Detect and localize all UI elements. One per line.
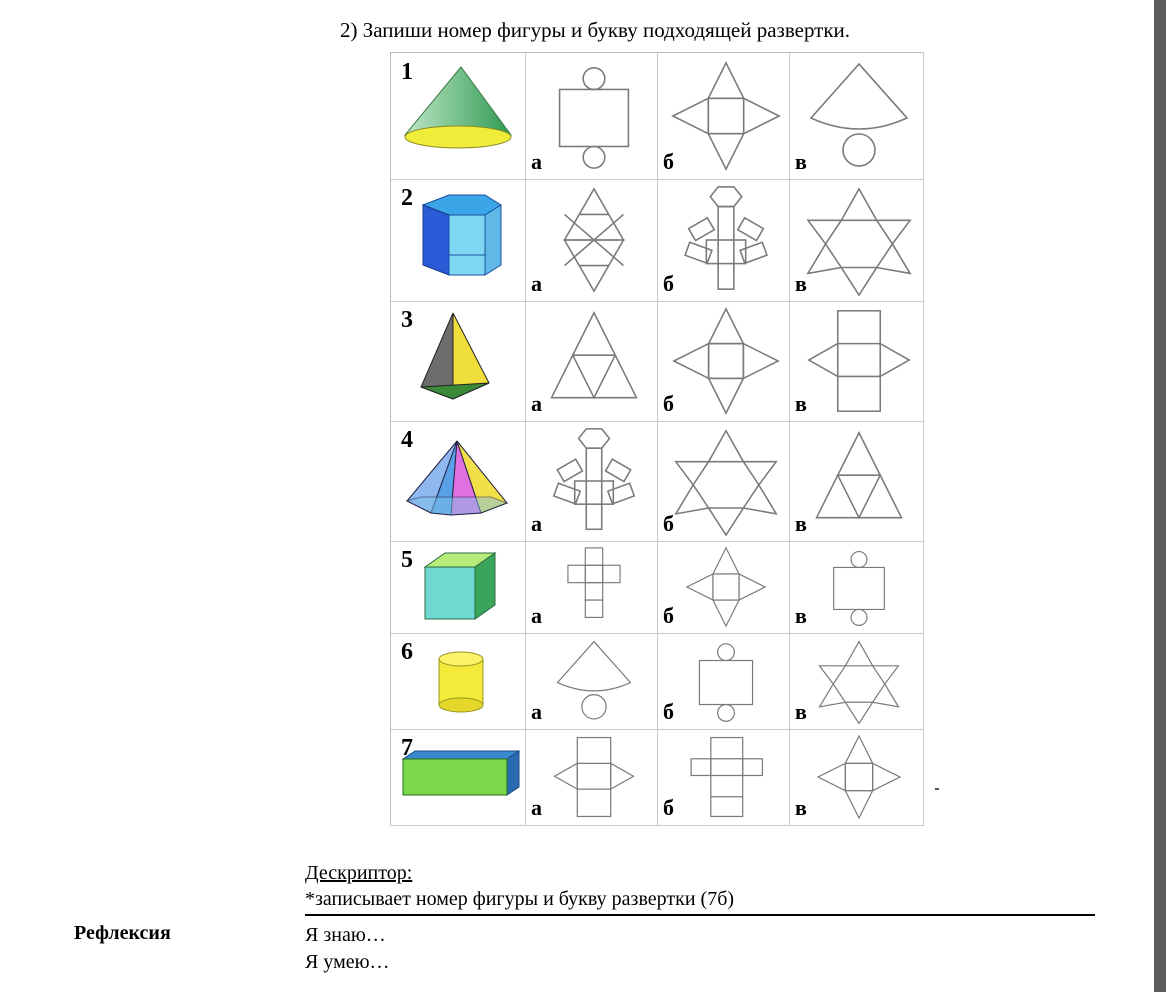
shape-number: 4 bbox=[401, 427, 413, 453]
page-edge-bar bbox=[1154, 0, 1166, 992]
triangular-prism-net-image bbox=[535, 733, 653, 821]
net-letter: б bbox=[663, 699, 674, 724]
table-row bbox=[391, 729, 923, 826]
shape-number: 5 bbox=[401, 547, 413, 573]
shapes-table bbox=[390, 52, 924, 826]
table-row bbox=[391, 179, 923, 302]
net-cell bbox=[525, 541, 658, 633]
stray-mark bbox=[935, 788, 939, 790]
net-cell bbox=[657, 541, 790, 633]
square-pyramid-net-image bbox=[667, 305, 785, 417]
hexagonal-prism-net-image bbox=[535, 425, 653, 537]
net-letter: б bbox=[663, 511, 674, 536]
hexagram-net-image bbox=[667, 425, 785, 537]
net-letter: в bbox=[795, 149, 807, 174]
net-cell bbox=[525, 633, 658, 729]
net-letter: в bbox=[795, 699, 807, 724]
net-cell bbox=[525, 421, 658, 541]
solid-cell bbox=[391, 633, 526, 729]
solid-cell bbox=[391, 179, 526, 301]
table-row bbox=[391, 541, 923, 634]
net-letter: в bbox=[795, 271, 807, 296]
table-row bbox=[391, 633, 923, 730]
net-cell bbox=[789, 729, 924, 825]
net-cell bbox=[657, 179, 790, 301]
net-letter: в bbox=[795, 511, 807, 536]
net-letter: а bbox=[531, 391, 542, 416]
net-letter: б bbox=[663, 271, 674, 296]
shape-number: 6 bbox=[401, 639, 413, 665]
net-letter: а bbox=[531, 603, 542, 628]
triangular-prism-net-image bbox=[799, 305, 919, 417]
cylinder-net-image bbox=[535, 57, 653, 175]
net-cell bbox=[657, 421, 790, 541]
cuboid-net-image bbox=[667, 733, 785, 821]
cube-net-image bbox=[535, 545, 653, 629]
net-letter: б bbox=[663, 603, 674, 628]
net-cell bbox=[789, 179, 924, 301]
square-pyramid-net-image bbox=[799, 733, 919, 821]
solid-cell bbox=[391, 301, 526, 421]
net-letter: а bbox=[531, 795, 542, 820]
shape-number: 3 bbox=[401, 307, 413, 333]
net-cell bbox=[525, 729, 658, 825]
descriptor-text: *записывает номер фигуры и букву развертки (7б) bbox=[305, 888, 735, 910]
net-letter: а bbox=[531, 149, 542, 174]
reflection-know: Я знаю… bbox=[305, 924, 386, 946]
table-row bbox=[391, 301, 923, 422]
divider-line bbox=[305, 914, 1095, 916]
cone-net-image bbox=[535, 637, 653, 725]
solid-cell bbox=[391, 53, 526, 179]
net-cell bbox=[657, 301, 790, 421]
net-letter: б bbox=[663, 149, 674, 174]
solid-cell bbox=[391, 421, 526, 541]
net-letter: в bbox=[795, 603, 807, 628]
hexagonal-prism-net-image bbox=[667, 183, 785, 297]
table-row bbox=[391, 421, 923, 542]
net-letter: а bbox=[531, 699, 542, 724]
net-letter: а bbox=[531, 271, 542, 296]
net-cell bbox=[657, 53, 790, 179]
net-cell bbox=[657, 729, 790, 825]
cylinder-net-image bbox=[667, 637, 785, 725]
task-title: 2) Запиши номер фигуры и букву подходящей развертки. bbox=[340, 18, 851, 42]
net-cell bbox=[789, 301, 924, 421]
net-letter: б bbox=[663, 391, 674, 416]
solid-cell bbox=[391, 729, 526, 825]
solid-cell bbox=[391, 541, 526, 633]
net-letter: в bbox=[795, 391, 807, 416]
cylinder-net-image bbox=[799, 545, 919, 629]
reflection-can: Я умею… bbox=[305, 951, 390, 973]
descriptor-heading: Дескриптор: bbox=[305, 862, 413, 884]
table-row bbox=[391, 53, 923, 180]
net-cell bbox=[789, 421, 924, 541]
net-cell bbox=[789, 633, 924, 729]
net-cell bbox=[789, 541, 924, 633]
net-cell bbox=[657, 633, 790, 729]
net-cell bbox=[525, 53, 658, 179]
square-pyramid-net-image bbox=[667, 57, 785, 175]
cone-net-image bbox=[799, 57, 919, 175]
hexagram-net-image bbox=[799, 637, 919, 725]
tetrahedron-net-image bbox=[535, 305, 653, 417]
hexagram-net-image bbox=[799, 183, 919, 297]
net-cell bbox=[525, 301, 658, 421]
shape-number: 7 bbox=[401, 735, 413, 761]
net-cell bbox=[525, 179, 658, 301]
net-letter: в bbox=[795, 795, 807, 820]
square-pyramid-net-image bbox=[667, 545, 785, 629]
net-cell bbox=[789, 53, 924, 179]
reflection-label: Рефлексия bbox=[74, 922, 171, 944]
shape-number: 1 bbox=[401, 59, 413, 85]
net-letter: а bbox=[531, 511, 542, 536]
shape-number: 2 bbox=[401, 185, 413, 211]
tetrahedron-net-image bbox=[799, 425, 919, 537]
triangle-star-net-image bbox=[535, 183, 653, 297]
net-letter: б bbox=[663, 795, 674, 820]
